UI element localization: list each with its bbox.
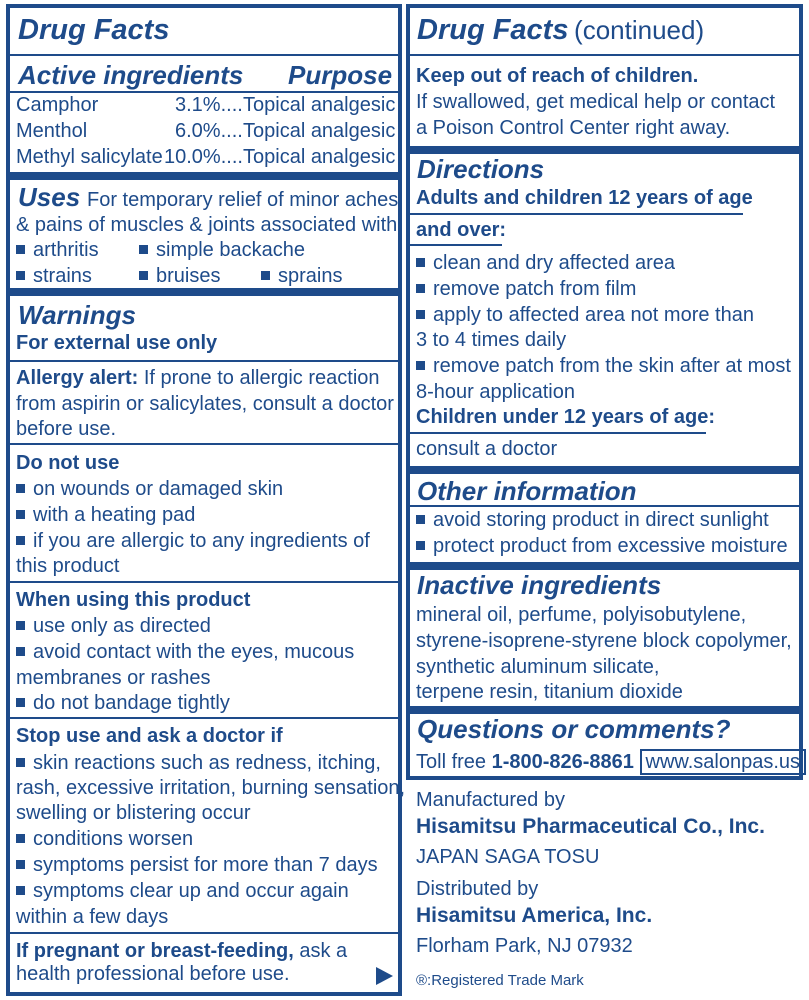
bullet-icon: [16, 886, 25, 895]
do-not-use-item: if you are allergic to any ingredients of: [16, 529, 370, 553]
bullet-icon: [16, 647, 25, 656]
uses-item: arthritis: [16, 238, 99, 262]
ingredient-amount: 3.1%....: [175, 94, 243, 116]
continue-arrow-icon: [376, 967, 393, 985]
children-text: consult a doctor: [416, 438, 558, 460]
stop-use-item: skin reactions such as redness, itching,: [16, 751, 381, 775]
divider: [410, 213, 743, 215]
stop-use-item-cont: rash, excessive irritation, burning sensation,: [16, 777, 406, 799]
distributor-location: Florham Park, NJ 07932: [416, 935, 633, 957]
when-using-item: avoid contact with the eyes, mucous: [16, 640, 354, 664]
directions-item: remove patch from the skin after at most: [416, 354, 791, 378]
ingredient-purpose: Topical analgesic: [243, 94, 396, 116]
uses-item: simple backache: [139, 238, 305, 262]
do-not-use-item: on wounds or damaged skin: [16, 477, 283, 501]
drug-facts-title: Drug Facts: [18, 14, 170, 46]
divider: [10, 581, 398, 583]
external-use-text: For external use only: [16, 332, 218, 354]
do-not-use-header: Do not use: [16, 452, 120, 474]
questions-header: Questions or comments?: [417, 714, 731, 744]
adults-header: Adults and children 12 years of age: [416, 187, 753, 209]
adults-header-cont: and over:: [416, 219, 507, 241]
inactive-text: styrene-isoprene-styrene block copolymer,: [416, 630, 792, 652]
uses-item: bruises: [139, 264, 220, 288]
bullet-icon: [16, 860, 25, 869]
toll-free-line: Toll free 1-800-826-8861 www.salonpas.us: [416, 750, 806, 774]
uses-item: strains: [16, 264, 92, 288]
stop-use-item: symptoms clear up and occur again: [16, 879, 349, 903]
inactive-text: mineral oil, perfume, polyisobutylene,: [416, 604, 747, 626]
directions-item: clean and dry affected area: [416, 251, 675, 275]
uses-intro: & pains of muscles & joints associated with:: [16, 214, 403, 236]
bullet-icon: [416, 310, 425, 319]
keep-out-text: Keep out of reach of children.: [416, 65, 699, 87]
uses-intro: For temporary relief of minor aches: [87, 189, 399, 211]
when-using-item: do not bandage tightly: [16, 691, 230, 715]
bullet-icon: [139, 271, 148, 280]
directions-item-cont: 8-hour application: [416, 381, 575, 403]
stop-use-item: conditions worsen: [16, 827, 193, 851]
stop-use-item-cont: swelling or blistering occur: [16, 802, 251, 824]
do-not-use-item: with a heating pad: [16, 503, 195, 527]
bullet-icon: [416, 258, 425, 267]
bullet-icon: [16, 484, 25, 493]
ingredient-amount: 6.0%....: [175, 120, 243, 142]
allergy-alert: Allergy alert: If prone to allergic reaction: [16, 367, 380, 389]
inactive-header: Inactive ingredients: [417, 570, 662, 600]
other-info-item: avoid storing product in direct sunlight: [416, 508, 769, 532]
bullet-icon: [139, 245, 148, 254]
bullet-icon: [16, 834, 25, 843]
divider: [410, 54, 799, 56]
other-info-item: protect product from excessive moisture: [416, 534, 788, 558]
purpose-header: Purpose: [288, 60, 393, 90]
swallow-text: a Poison Control Center right away.: [416, 117, 731, 139]
directions-item: apply to affected area not more than: [416, 303, 754, 327]
bullet-icon: [16, 698, 25, 707]
bullet-icon: [416, 284, 425, 293]
bullet-icon: [261, 271, 270, 280]
allergy-alert-text: from aspirin or salicylates, consult a doctor: [16, 393, 394, 415]
manufactured-by-label: Manufactured by: [416, 789, 565, 811]
ingredient-name: Methyl salicylate: [16, 146, 163, 168]
pregnancy-warning-cont: health professional before use.: [16, 963, 290, 985]
allergy-alert-text: before use.: [16, 418, 117, 440]
phone-number: 1-800-826-8861: [491, 751, 634, 773]
divider: [10, 54, 398, 56]
bullet-icon: [416, 541, 425, 550]
swallow-text: If swallowed, get medical help or contact: [416, 91, 776, 113]
directions-item-cont: 3 to 4 times daily: [416, 329, 567, 351]
manufacturer-location: JAPAN SAGA TOSU: [416, 846, 600, 868]
trademark-note: ®:Registered Trade Mark: [416, 972, 584, 989]
stop-use-item: symptoms persist for more than 7 days: [16, 853, 378, 877]
children-header: Children under 12 years of age:: [416, 406, 715, 428]
divider: [410, 505, 799, 507]
ingredient-purpose: Topical analgesic: [243, 120, 396, 142]
uses-item: sprains: [261, 264, 342, 288]
bullet-icon: [16, 536, 25, 545]
when-using-item: use only as directed: [16, 614, 211, 638]
directions-header: Directions: [417, 154, 545, 184]
divider: [10, 360, 398, 362]
bullet-icon: [16, 510, 25, 519]
do-not-use-item-cont: this product: [16, 555, 120, 577]
website-link[interactable]: www.salonpas.us: [640, 749, 807, 775]
divider: [10, 717, 398, 719]
ingredient-name: Menthol: [16, 120, 88, 142]
stop-use-header: Stop use and ask a doctor if: [16, 725, 283, 747]
stop-use-item-cont: within a few days: [16, 906, 169, 928]
divider: [410, 244, 502, 246]
continued-title: Drug Facts (continued): [417, 14, 705, 46]
uses-header: Uses: [18, 182, 81, 212]
bullet-icon: [16, 758, 25, 767]
distributor-name: Hisamitsu America, Inc.: [416, 904, 653, 927]
bullet-icon: [416, 515, 425, 524]
bullet-icon: [416, 361, 425, 370]
manufacturer-name: Hisamitsu Pharmaceutical Co., Inc.: [416, 815, 765, 838]
ingredient-amount: 10.0%....: [164, 146, 243, 168]
ingredient-name: Camphor: [16, 94, 99, 116]
pregnancy-warning: If pregnant or breast-feeding, ask a: [16, 940, 348, 962]
when-using-header: When using this product: [16, 589, 251, 611]
distributed-by-label: Distributed by: [416, 878, 539, 900]
bullet-icon: [16, 621, 25, 630]
when-using-item-cont: membranes or rashes: [16, 667, 211, 689]
other-info-header: Other information: [417, 476, 637, 506]
inactive-text: terpene resin, titanium dioxide: [416, 681, 683, 703]
divider: [10, 932, 398, 934]
divider: [410, 432, 706, 434]
active-ingredients-header: Active ingredients: [18, 60, 244, 90]
bullet-icon: [16, 271, 25, 280]
warnings-header: Warnings: [18, 300, 136, 330]
divider: [10, 443, 398, 445]
bullet-icon: [16, 245, 25, 254]
inactive-text: synthetic aluminum silicate,: [416, 656, 660, 678]
ingredient-purpose: Topical analgesic: [243, 146, 396, 168]
directions-item: remove patch from film: [416, 277, 636, 301]
